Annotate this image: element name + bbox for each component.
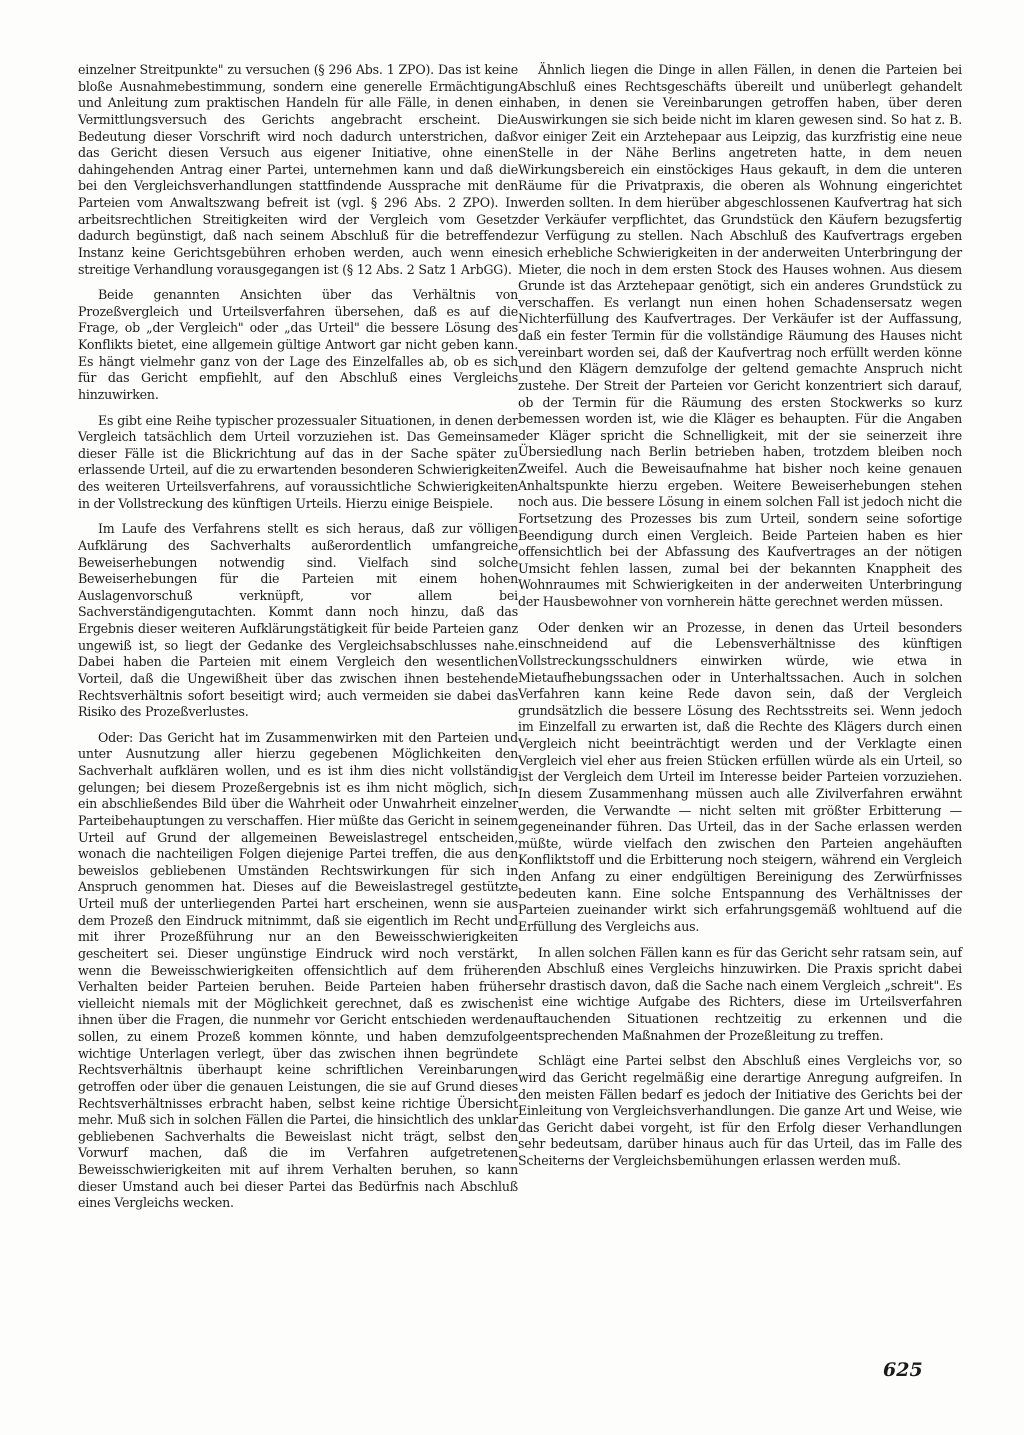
paragraph: Im Laufe des Verfahrens stellt es sich heraus, daß zur völligen Aufklärung des Sachverhalts außerordentlich umfangreiche Beweiserhebungen notwendig sind. Vielfach sind solche Beweiserhebungen für die Parteien mit einem hohen Auslagenvorschuß verknüpft, vor allem bei Sachverständigengutachten. Kommt dann noch hinzu, daß das Ergebnis dieser weiteren Aufklärungstätigkeit für beide Parteien ganz ungewiß ist, so liegt der Gedanke des Vergleichsabschlusses nahe. Dabei haben die Parteien mit einem Vergleich den wesentlichen Vorteil, daß die Ungewißheit über das zwischen ihnen bestehende Rechtsverhältnis sofort beseitigt wird; auch vermeiden sie dabei das Risiko des Prozeßverlustes. (78, 521, 518, 720)
paragraph: Es gibt eine Reihe typischer prozessualer Situationen, in denen der Vergleich tatsächlich dem Urteil vorzuziehen ist. Das Gemeinsame dieser Fälle ist die Blickrichtung auf das in der Sache später zu erlassende Urteil, auf die zu erwartenden besonderen Schwierigkeiten des weiteren Urteilsverfahrens, auf voraussichtliche Schwierigkeiten in der Vollstreckung des künftigen Urteils. Hierzu einige Beispiele. (78, 412, 518, 511)
left-column (78, 62, 518, 1221)
paragraph: Schlägt eine Partei selbst den Abschluß eines Vergleichs vor, so wird das Gericht regelmäßig eine derartige Anregung aufgreifen. In den meisten Fällen bedarf es jedoch der Initiative des Gerichts bei der Einleitung von Vergleichsverhandlungen. Die ganze Art und Weise, wie das Gericht dabei vorgeht, ist für den Erfolg dieser Verhandlungen sehr bedeutsam, darüber hinaus auch für das Urteil, das im Falle des Scheiterns der Vergleichsbemühungen erlassen werden muß. (518, 1053, 962, 1168)
paragraph: einzelner Streitpunkte" zu versuchen (§ 296 Abs. 1 ZPO). Das ist keine bloße Ausnahmebestimmung, sondern eine generelle Ermächtigung und Anleitung zum praktischen Handeln für alle Fälle, in denen ein Vermittlungsversuch des Gerichts angebracht erscheint. Die Bedeutung dieser Vorschrift wird noch dadurch unterstrichen, daß das Gericht diesen Versuch aus eigener Initiative, ohne einen dahingehenden Antrag einer Partei, unternehmen kann und daß die bei den Vergleichsverhandlungen stattfindende Aussprache mit den Parteien vom Anwaltszwang befreit ist (vgl. § 296 Abs. 2 ZPO). In arbeitsrechtlichen Streitigkeiten wird der Vergleich vom Gesetz dadurch begünstigt, daß nach seinem Abschluß für die betreffende Instanz keine Gerichtsgebühren erhoben werden, auch wenn eine streitige Verhandlung vorausgegangen ist (§ 12 Abs. 2 Satz 1 ArbGG). (78, 62, 518, 277)
paragraph: Oder: Das Gericht hat im Zusammenwirken mit den Parteien und unter Ausnutzung aller hierzu gegebenen Möglichkeiten den Sachverhalt aufklären wollen, und es ist ihm dies nicht vollständig gelungen; bei diesem Prozeßergebnis ist es ihm nicht möglich, sich ein abschließendes Bild über die Wahrheit oder Unwahrheit einzelner Parteibehauptungen zu verschaffen. Hier müßte das Gericht in seinem Urteil auf Grund der allgemeinen Beweislastregel entscheiden, wonach die nachteiligen Folgen diejenige Partei treffen, die aus den beweislos gebliebenen Umständen Rechtswirkungen für sich in Anspruch genommen hat. Dieses auf die Beweislastregel gestützte Urteil muß der unterliegenden Partei hart erscheinen, wenn sie aus dem Prozeß den Eindruck mitnimmt, daß sie eigentlich im Recht und mit ihrer Prozeßführung nur an den Beweisschwierigkeiten gescheitert sei. Dieser ungünstige Eindruck wird noch verstärkt, wenn die Beweisschwierigkeiten offensichtlich auf dem früheren Verhalten beider Parteien beruhen. Beide Parteien haben früher vielleicht niemals mit der Möglichkeit gerechnet, daß es zwischen ihnen über die Fragen, die nunmehr vor Gericht entschieden werden sollen, zu einem Prozeß kommen könnte, und haben demzufolge wichtige Unterlagen verlegt, über das zwischen ihnen begründete Rechtsverhältnis überhaupt keine schriftlichen Vereinbarungen getroffen oder über die genauen Leistungen, die sie auf Grund dieses Rechtsverhältnisses erbracht haben, selbst keine richtige Übersicht mehr. Muß sich in solchen Fällen die Partei, die hinsichtlich des unklar gebliebenen Sachverhalts die Beweislast nicht trägt, selbst den Vorwurf machen, daß die im Verfahren aufgetretenen Beweisschwierigkeiten mit auf ihrem Verhalten beruhen, so kann dieser Umstand auch bei dieser Partei das Bedürfnis nach Abschluß eines Vergleichs wecken. (78, 729, 518, 1211)
right-column (518, 62, 962, 1179)
paragraph: In allen solchen Fällen kann es für das Gericht sehr ratsam sein, auf den Abschluß eines Vergleichs hinzuwirken. Die Praxis spricht dabei sehr drastisch davon, daß die Sache nach einem Vergleich „schreit". Es ist eine wichtige Aufgabe des Richters, diese im Urteilsverfahren auftauchenden Situationen rechtzeitig zu erkennen und die entsprechenden Maßnahmen der Prozeßleitung zu treffen. (518, 944, 962, 1043)
paragraph: Beide genannten Ansichten über das Verhältnis von Prozeßvergleich und Urteilsverfahren übersehen, daß es auf die Frage, ob „der Vergleich" oder „das Urteil" die bessere Lösung des Konflikts bietet, eine allgemein gültige Antwort gar nicht geben kann. Es hängt vielmehr ganz von der Lage des Einzelfalles ab, ob es sich für das Gericht empfiehlt, auf den Abschluß eines Vergleichs hinzuwirken. (78, 287, 518, 402)
paragraph: Oder denken wir an Prozesse, in denen das Urteil besonders einschneidend auf die Lebensverhältnisse des künftigen Vollstreckungsschuldners einwirken würde, wie etwa in Mietaufhebungssachen oder in Unterhaltssachen. Auch in solchen Verfahren kann keine Rede davon sein, daß der Vergleich grundsätzlich die bessere Lösung des Rechtsstreits sei. Wenn jedoch im Einzelfall zu erwarten ist, daß die Rechte des Klägers durch einen Vergleich nicht beeinträchtigt werden und der Verklagte einen Vergleich viel eher aus freien Stücken erfüllen würde als ein Urteil, so ist der Vergleich dem Urteil im Interesse beider Parteien vorzuziehen. In diesem Zusammenhang müssen auch alle Zivilverfahren erwähnt werden, die Verwandte — nicht selten mit größter Erbitterung — gegeneinander führen. Das Urteil, das in der Sache erlassen werden müßte, würde vielfach den zwischen den Parteien angehäuften Konfliktstoff und die Erbitterung noch steigern, während ein Vergleich den Anfang zu einer endgültigen Bereinigung des Zerwürfnisses bedeuten kann. Eine solche Entspannung des Verhältnisses der Parteien zueinander wirkt sich erfahrungsgemäß wohltuend auf die Erfüllung des Vergleichs aus. (518, 619, 962, 934)
paragraph: Ähnlich liegen die Dinge in allen Fällen, in denen die Parteien bei Abschluß eines Rechtsgeschäfts übereilt und unüberlegt gehandelt haben, in denen sie Vereinbarungen getroffen haben, über deren Auswirkungen sie sich beide nicht im klaren gewesen sind. So hat z. B. vor einiger Zeit ein Arztehepaar aus Leipzig, das kurzfristig eine neue Stelle in der Nähe Berlins angetreten hatte, in dem neuen Wirkungsbereich ein einstöckiges Haus gekauft, in dem die unteren Räume für die Privatpraxis, die oberen als Wohnung eingerichtet werden sollten. In dem hierüber abgeschlossenen Kaufvertrag hat sich der Verkäufer verpflichtet, das Grundstück den Käufern bezugsfertig zur Verfügung zu stellen. Nach Abschluß des Kaufvertrags ergeben sich erhebliche Schwierigkeiten in der anderweiten Unterbringung der Mieter, die noch in dem ersten Stock des Hauses wohnen. Aus diesem Grunde ist das Arztehepaar genötigt, sich ein anderes Grundstück zu verschaffen. Es verlangt nun einen hohen Schadensersatz wegen Nichterfüllung des Kaufvertrages. Der Verkäufer ist der Auffassung, daß ein fester Termin für die vollständige Räumung des Hauses nicht vereinbart worden sei, daß der Kaufvertrag noch erfüllt werden könne und den Klägern demzufolge der geltend gemachte Anspruch nicht zustehe. Der Streit der Parteien vor Gericht konzentriert sich darauf, ob der Termin für die Räumung des ersten Stockwerks so kurz bemessen worden ist, wie die Kläger es behaupten. Für die Angaben der Kläger spricht die Schnelligkeit, mit der sie seinerzeit ihre Übersiedlung nach Berlin betrieben haben, trotzdem bleiben noch Zweifel. Auch die Beweisaufnahme hat bisher noch keine genauen Anhaltspunkte hierzu ergeben. Weitere Beweiserhebungen stehen noch aus. Die bessere Lösung in einem solchen Fall ist jedoch nicht die Fortsetzung des Prozesses bis zum Urteil, sondern seine sofortige Beendigung durch einen Vergleich. Beide Parteien haben es hier offensichtlich bei der Abfassung des Kaufvertrages an der nötigen Umsicht fehlen lassen, zumal bei der bekannten Knappheit des Wohnraumes mit Schwierigkeiten in der anderweiten Unterbringung der Hausbewohner von vornherein hätte gerechnet werden müssen. (518, 62, 962, 609)
page-number: 625 (883, 1359, 923, 1381)
